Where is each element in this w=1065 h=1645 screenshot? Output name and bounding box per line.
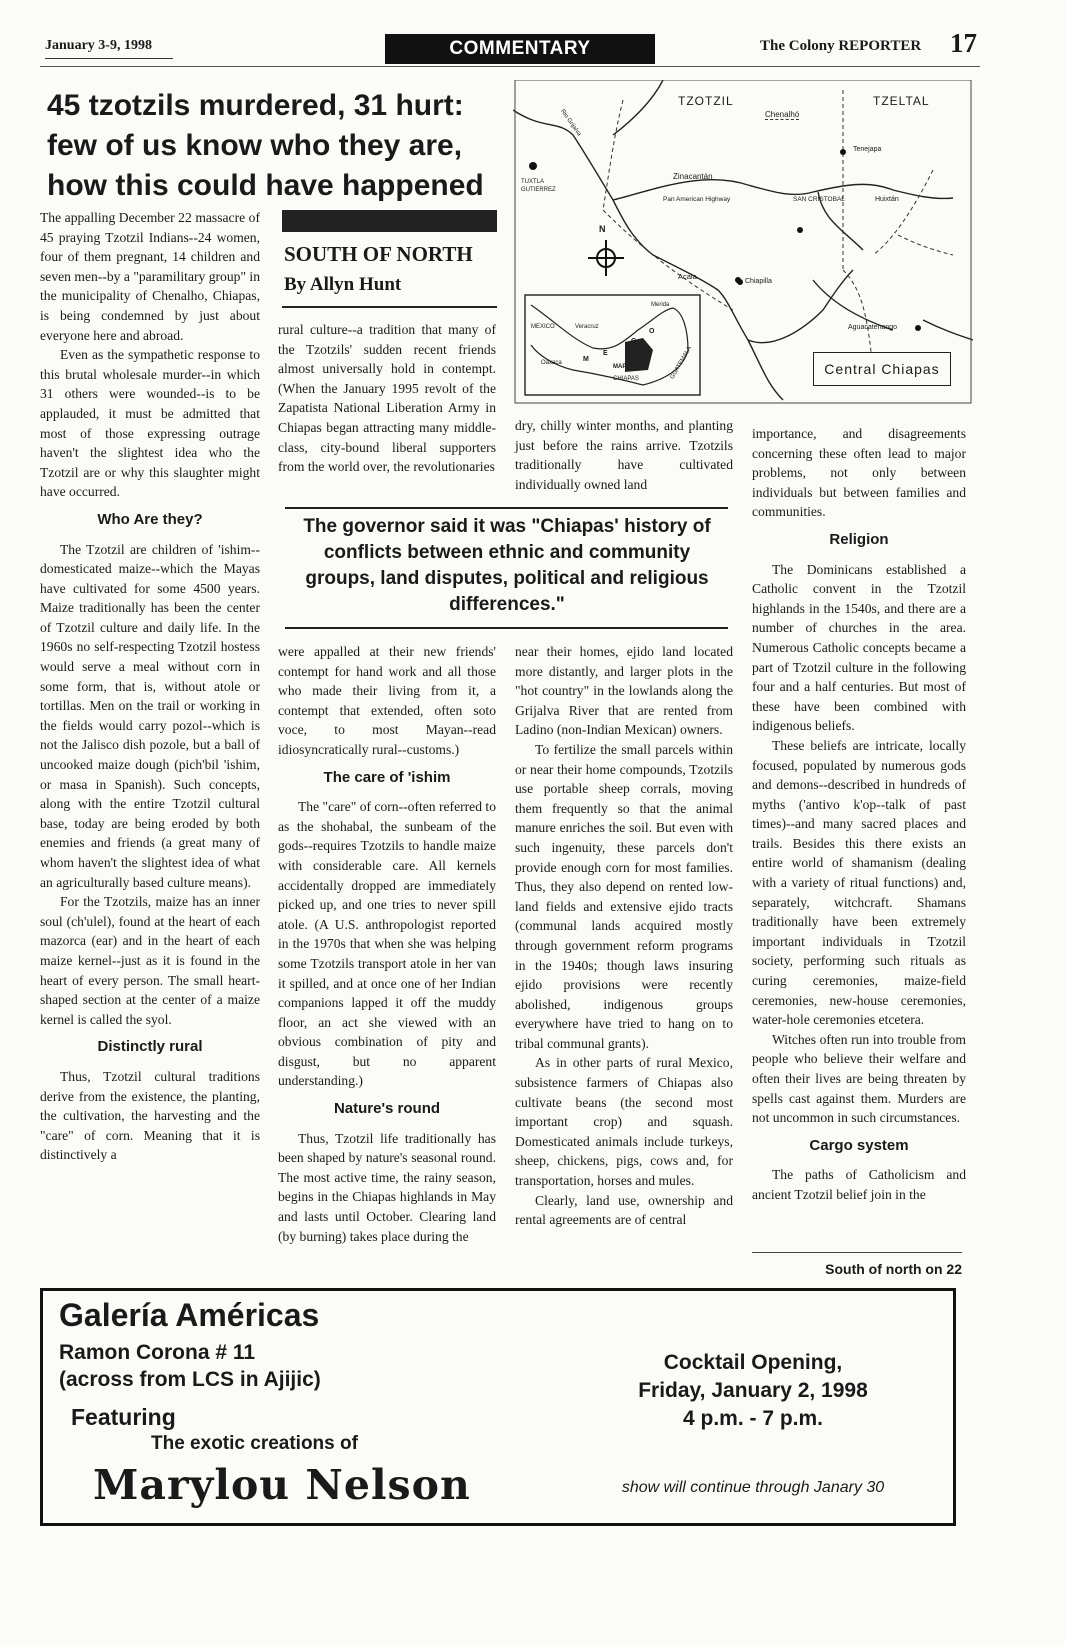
continued-line: South of north on 22 [825, 1261, 962, 1277]
map-label-tzotzil: TZOTZIL [678, 94, 734, 108]
subhead-nature: Nature's round [333, 1100, 441, 1118]
map-label-aguacatenango: Aguacatenango [848, 324, 898, 331]
inset-label-m: M [583, 356, 589, 363]
paragraph: The "care" of corn--often referred to as the shohabal, the sunbeam of the gods--requires Tzotzils to handle maize with considerable care. All kernels accidentally dropped are immediately picked up, and one tries to never spill atole. (A U.S. anthropologist reported in the 1970s that when she was helping some Tzotzils transport atole in her van it spilled, and at once one of her Indian companions lapped it off the muddy floor, an act she viewed with an obvious combination of pity and disgust, but no apparent understanding.) [278, 799, 496, 1089]
pull-quote-rule-top [285, 507, 728, 509]
paragraph: Witches often run into trouble from people who believe their welfare and often their lives are being threaten by spells cast against them. Murders are not uncommon in such circumstances. [752, 1031, 966, 1126]
date-underline [45, 58, 173, 59]
inset-label-c: C [631, 338, 637, 345]
inset-label-guatemala: GUATEMALA [669, 345, 694, 381]
map-label-zinacantan: Zinacantán [673, 172, 713, 181]
map-label-tzeltal: TZELTAL [873, 94, 930, 108]
page-number: 17 [950, 28, 977, 58]
map-label-acala: Acala [678, 272, 697, 281]
map-label-tenejapa: Tenejapa [853, 146, 882, 153]
paragraph: The Dominicans established a Catholic convent in the Tzotzil highlands in the 1540s, and there are a number of churches in the area. Numerous Catholic concepts became a part of Tzotzil culture in the following four and a half centuries. But most of these have been combined with indigenous beliefs. [752, 561, 966, 734]
map-label-chenalho: Chenalhó [765, 110, 800, 119]
issue-date: January 3-9, 1998 [45, 38, 152, 53]
subhead-cargo: Cargo system [809, 1136, 909, 1154]
map-label-north: N [599, 224, 606, 234]
paragraph: The appalling December 22 massacre of 45 praying Tzotzil Indians--24 women, four of them pregnant, 14 children and seven men--by a "paramilitary group" in the municipality of Chenalho, Chiapas, is being condemned by just about everyone here and abroad. [40, 210, 260, 343]
ad-date: Friday, January 2, 1998 [638, 1379, 868, 1402]
inset-label-map: MAP [613, 364, 627, 370]
ad-artist: Marylou Nelson [93, 1461, 471, 1509]
pull-quote-rule-bottom [285, 627, 728, 629]
inset-label-merida: Merida [651, 302, 670, 308]
ad-exotic: The exotic creations of [151, 1433, 358, 1454]
paragraph: These beliefs are intricate, locally focused, populated by numerous gods and demons--described in hundreds of myths ('antivo k'op--talk of past times)--and many sacred places and trails. Besides this there exists an entire world of shamanism (dealing with a variety of ritual functions) and, separately, witchcraft. Shamans traditionally have been extremely important individuals in Tzotzil society, performing such rituals as curing ceremonies, maize-field ceremonies, new-house ceremonies, water-hole ceremonies etcetera. [752, 737, 966, 1028]
map-label-highway: Pan American Highway [663, 196, 731, 203]
ad-title: Galería Américas [59, 1297, 320, 1333]
map-region-label: Central Chiapas [813, 352, 951, 386]
subhead-religion: Religion [829, 530, 889, 548]
headline-line-3: how this could have happened [47, 169, 484, 202]
paragraph: dry, chilly winter months, and planting just before the rains arrive. Tzotzils traditionally have cultivated individually owned land [515, 418, 733, 492]
paragraph: For the Tzotzils, maize has an inner soul (ch'ulel), found at the heart of each mazorca (ear) and in the heart of each maize kernel--just as it is found in the heart of every person. The small heart-shaped section at the center of a maize kernel is called the syol. [40, 894, 260, 1027]
paragraph: Clearly, land use, ownership and rental agreements are of central [515, 1192, 733, 1228]
paper-name: The Colony REPORTER [760, 38, 922, 54]
subhead-who: Who Are they? [97, 510, 203, 528]
paragraph: importance, and disagreements concerning these often lead to major problems, not only between individuals but between families and communities. [752, 426, 966, 520]
paragraph: The paths of Catholicism and ancient Tzotzil belief join in the [752, 1167, 966, 1202]
headline [47, 86, 507, 206]
paragraph: Thus, Tzotzil life traditionally has been shaped by nature's seasonal round. The most active time, the rainy season, begins in the Chiapas highlands in May and lasts until October. Clearing land (by burning) takes place during the [278, 1130, 496, 1244]
paragraph: Even as the sympathetic response to this brutal wholesale murder--in which 31 others were wounded--is to be applauded, it must be admitted that most of those expressing outrage haven't the slightest idea who the Tzotzil are or why this slaughter might have occurred. [40, 347, 260, 500]
subhead-care: The care of 'ishim [323, 768, 451, 786]
paragraph: To fertilize the small parcels within or near their home compounds, Tzotzils use portable sheep corrals, moving them frequently so that the animal manure enriches the soil. But even with such ingenuity, these parcels don't provide enough corn for most families. Thus, they also depend on rented low-land fields and extensive ejido tracts (communal lands acquired mostly through government reform programs in the 1940s; though laws insuring ejido provisions were recently abolished, indigenous groups everywhere have tried to hang on to tribal communal grants). [515, 741, 733, 1051]
ad-note: show will continue through Janary 30 [621, 1479, 885, 1496]
inset-label-chiapas: CHIAPAS [613, 376, 639, 382]
headline-line-1: 45 tzotzils murdered, 31 hurt: [47, 89, 464, 122]
article-column-2-top [278, 320, 496, 477]
byline-rule [282, 306, 497, 308]
inset-label-oaxaca: Oaxaca [541, 360, 562, 366]
header-rule [40, 66, 980, 67]
map-label-chiapilla: Chiapilla [745, 278, 772, 285]
article-column-3-top [515, 416, 733, 494]
subhead-rural: Distinctly rural [97, 1038, 203, 1056]
pull-quote: The governor said it was "Chiapas' history of conflicts between ethnic and community groups, land disputes, political and religious differences." [303, 516, 711, 615]
article-column-1 [40, 208, 260, 1165]
paragraph: rural culture--a tradition that many of the Tzotzils' sudden recent friends almost universally hold in contempt. (When the January 1995 revolt of the Zapatista National Liberation Army in Chiapas began attracting many middle-class, city-bound liberal supporters from the world over, the revolutionaries [278, 322, 496, 475]
column-byline: By Allyn Hunt [284, 274, 402, 295]
ad-event: Cocktail Opening, [663, 1351, 843, 1374]
column-title: SOUTH OF NORTH [284, 242, 473, 266]
ad-time: 4 p.m. - 7 p.m. [682, 1407, 824, 1430]
map-label-tuxtla: TUXTLA GUTIERREZ [521, 179, 556, 193]
article-column-3 [515, 642, 733, 1230]
paragraph: The Tzotzil are children of 'ishim--domesticated maize--which the Mayas have cultivated for some 4500 years. Maize traditionally has been the center of Tzotzil culture and daily life. In the 1960s no self-respecting Tzotzil hostess would serve a meal without corn in some form, that is, without atole or tortillas. Men on the trail or working in the fields would carry pozol--which is not the Jalisco dish pozole, but a ball of uncooked maize dough (pich'bil 'ishim, or masa in Spanish). Such concepts, along with the entire Tzotzil cultural base, today are being eroded by both enemies and friends (a great many of whom haven't the slightest idea of what an agriculturally based culture means). [40, 541, 260, 890]
inset-label-mexico: MEXICO [531, 324, 555, 330]
map-label-san-cristobal: SAN CRISTOBAL [793, 196, 845, 203]
column-logo-bar [282, 210, 497, 232]
map-label-huixtan: Huixtán [875, 196, 899, 203]
inset-label-o: O [649, 328, 655, 335]
ad-address-2: (across from LCS in Ajijic) [59, 1368, 321, 1391]
paragraph: near their homes, ejido land located more distantly, and larger plots in the "hot country" in the lowlands along the Grijalva River that are rented from Ladino (non-Indian Mexican) owners. [515, 644, 733, 738]
inset-label-e: E [603, 350, 608, 357]
chiapas-map [513, 80, 973, 405]
map-label-river: Rio Grijalva [559, 108, 582, 138]
paragraph: were appalled at their new friends' contempt for hand work and all those who made their living from it, a contempt that extended, often soto voce, to most Mayan--read idiosyncratically rural--customs.) [278, 644, 496, 757]
article-column-2 [278, 642, 496, 1246]
headline-line-2: few of us know who they are, [47, 129, 463, 162]
article-column-4 [752, 424, 966, 1205]
section-banner: COMMENTARY [385, 34, 655, 64]
inset-label-veracruz: Veracruz [575, 324, 599, 330]
paragraph: As in other parts of rural Mexico, subsistence farmers of Chiapas also cultivate beans (the second most important crop) and squash. Domesticated animals include turkeys, sheep, chickens, pigs, cows and, for transportation, horses and mules. [515, 1055, 733, 1189]
gallery-ad [40, 1288, 956, 1526]
ad-featuring: Featuring [71, 1404, 176, 1430]
ad-address-1: Ramon Corona # 11 [59, 1341, 256, 1364]
continued-rule [752, 1252, 962, 1253]
paragraph: Thus, Tzotzil cultural traditions derive from the existence, the planting, the cultivation, the harvesting and the "care" of corn. Meaning that it is distinctively a [40, 1068, 260, 1163]
